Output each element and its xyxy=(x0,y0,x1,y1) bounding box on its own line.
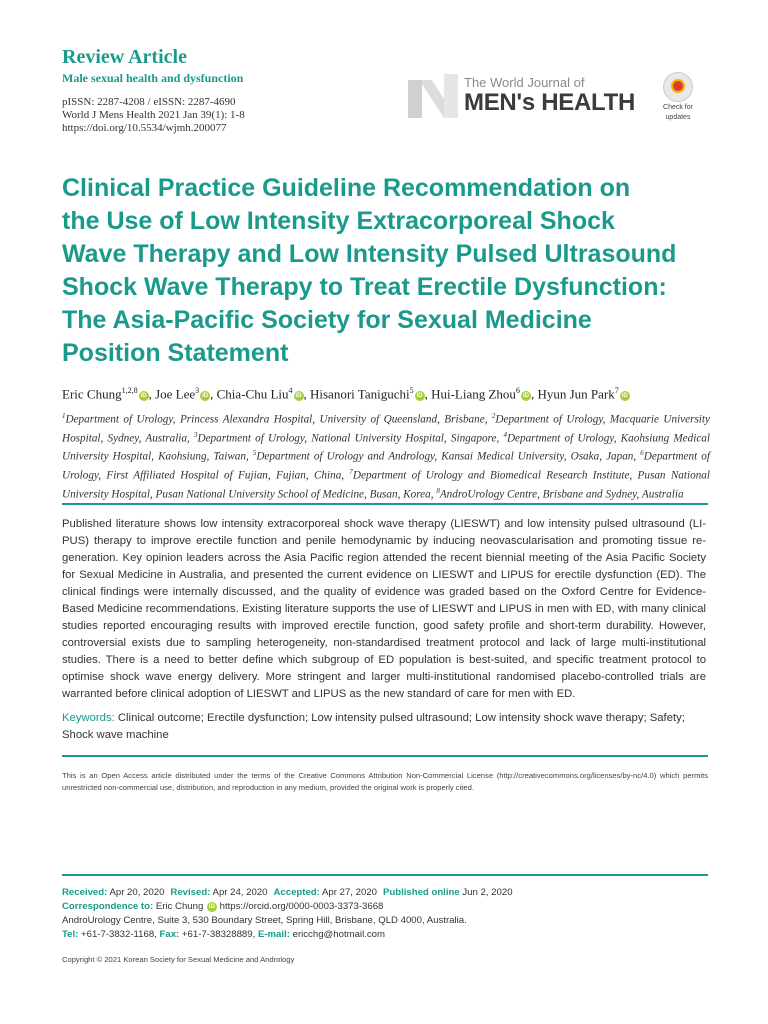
affiliations xyxy=(62,409,710,503)
affiliation: Department of Urology, Macquarie University Hospital, Sydney, Australia, xyxy=(62,413,710,445)
author-affil-sup: 4 xyxy=(288,386,293,395)
correspondence-name: Eric Chung xyxy=(153,901,206,912)
affiliation: Department of Urology, National University Hospital, Singapore, xyxy=(197,432,504,445)
title-line: Wave Therapy and Low Intensity Pulsed Ultrasound xyxy=(62,240,677,268)
tel-value: +61-7-3832-1168, xyxy=(78,929,160,940)
section-tag: Male sexual health and dysfunction xyxy=(62,71,244,85)
title-line: The Asia-Pacific Society for Sexual Medicine xyxy=(62,306,592,334)
address: AndroUrology Centre, Suite 3, 530 Boundary Street, Spring Hill, Brisbane, QLD 4000, Australia. xyxy=(62,915,467,926)
email-link[interactable]: ericchg@hotmail.com xyxy=(289,929,385,940)
revised-date: Apr 24, 2020 xyxy=(210,887,268,898)
doi-link[interactable]: https://doi.org/10.5534/wjmh.200077 xyxy=(62,122,227,134)
online-label: Published online xyxy=(382,887,460,898)
check-updates-line-2: updates xyxy=(665,114,691,121)
affil-sup: 2 xyxy=(491,412,496,420)
affil-sup: 3 xyxy=(193,430,198,439)
orcid-link[interactable]: https://orcid.org/0000-0003-3373-3668 xyxy=(216,901,384,912)
journal-name-top: The World Journal of xyxy=(464,75,585,90)
check-updates-icon xyxy=(663,72,693,102)
online-date: Jun 2, 2020 xyxy=(459,887,513,898)
divider xyxy=(62,874,708,876)
email-label: E-mail: xyxy=(257,929,290,940)
keywords xyxy=(62,710,706,744)
orcid-icon[interactable]: iD xyxy=(295,393,302,400)
affil-sup: 1 xyxy=(62,412,66,420)
author-affil-sup: 6 xyxy=(515,386,520,395)
author-affil-sup: 7 xyxy=(614,386,619,395)
title-line: Shock Wave Therapy to Treat Erectile Dysfunction: xyxy=(62,273,667,301)
author-affil-sup: 5 xyxy=(409,386,414,395)
divider xyxy=(62,503,708,505)
author-name: Eric Chung xyxy=(62,386,122,402)
author-affil-sup: 1,2,8 xyxy=(121,386,138,395)
author-name: Hisanori Taniguchi xyxy=(310,386,410,402)
affil-sup: 8 xyxy=(436,486,440,495)
issn: pISSN: 2287-4208 / eISSN: 2287-4690 xyxy=(62,96,236,108)
orcid-icon[interactable]: iD xyxy=(621,393,628,400)
title-line: Clinical Practice Guideline Recommendation on xyxy=(62,174,631,202)
affil-sup: 5 xyxy=(252,449,257,458)
fax-value: +61-7-38328889, xyxy=(179,929,258,940)
orcid-icon[interactable]: iD xyxy=(208,904,215,910)
correspondence-line xyxy=(62,900,708,914)
affiliation: Department of Urology, Kaohsiung Medical University Hospital, Kaohsiung, Taiwan, xyxy=(62,432,711,464)
author-name: Hyun Jun Park xyxy=(537,386,615,402)
journal-mark-icon xyxy=(408,74,460,118)
copyright: Copyright © 2021 Korean Society for Sexual Medicine and Andrology xyxy=(62,955,295,964)
affiliation: AndroUrology Centre, Brisbane and Sydney, Australia xyxy=(439,488,684,501)
correspondence-label: Correspondence to: xyxy=(62,901,154,912)
revised-label: Revised: xyxy=(170,887,211,898)
tel-label: Tel: xyxy=(62,929,79,940)
accepted-date: Apr 27, 2020 xyxy=(319,887,377,898)
affil-sup: 4 xyxy=(503,430,507,439)
received-label: Received: xyxy=(62,887,108,898)
received-date: Apr 20, 2020 xyxy=(107,887,165,898)
accepted-label: Accepted: xyxy=(273,887,320,898)
affiliation: Department of Urology, Princess Alexandra Hospital, University of Queensland, Brisbane, xyxy=(65,413,492,426)
orcid-icon[interactable]: iD xyxy=(202,393,209,400)
keywords-label: Keywords: xyxy=(62,712,115,724)
affiliation: Department of Urology, First Affiliated Hospital of Fujian, Fujian, China, xyxy=(62,451,710,482)
dates-line xyxy=(62,886,708,900)
author-name: Joe Lee xyxy=(155,386,196,402)
author-affil-sup: 3 xyxy=(195,386,200,395)
contact-line xyxy=(62,928,708,942)
author-list: Eric Chung$^{1,2,8}$iD , Joe Lee$^3$iD , Chia-Chu Liu$^4$iD , Hisanori Taniguchi$^5$iD , Hui-Liang Zhou$^6$iD , Hyun Jun Park$^7$iD xyxy=(62,386,628,402)
orcid-icon[interactable]: iD xyxy=(522,393,529,400)
license-notice: This is an Open Access article distributed under the terms of the Creative Commons Attribution Non-Commercial License (http://creativecommons.org/licenses/by-nc/4.0) which permits unrestricted non-commercial use, distribution, and reproduction in any medium, provided the original work is properly cited. xyxy=(62,771,708,792)
citation: World J Mens Health 2021 Jan 39(1): 1-8 xyxy=(62,109,245,121)
journal-logo xyxy=(408,70,648,122)
affil-sup: 7 xyxy=(349,468,353,477)
author-name: Chia-Chu Liu xyxy=(216,386,289,402)
check-for-updates-button[interactable] xyxy=(657,72,699,120)
check-updates-line-1: Check for xyxy=(663,104,693,111)
orcid-icon[interactable]: iD xyxy=(416,393,423,400)
journal-name-main: MEN's HEALTH xyxy=(464,89,635,116)
affiliation: Department of Urology and Andrology, Kansai Medical University, Osaka, Japan, xyxy=(256,451,641,464)
divider xyxy=(62,755,708,757)
affil-sup: 6 xyxy=(640,449,644,458)
orcid-icon[interactable]: iD xyxy=(140,393,147,400)
article-type: Review Article xyxy=(62,46,187,68)
fax-label: Fax: xyxy=(159,929,180,940)
article-info xyxy=(62,886,708,942)
affiliation: Department of Urology and Biomedical Research Institute, Pusan National University Hospital, Pusan National University School of Medicine, Busan, Korea, xyxy=(62,469,710,501)
title-line: the Use of Low Intensity Extracorporeal Shock xyxy=(62,207,615,235)
title-line: Position Statement xyxy=(62,339,289,367)
keywords-text: Clinical outcome; Erectile dysfunction; Low intensity pulsed ultrasound; Low intensity shock wave therapy; Safety; Shock wave machine xyxy=(62,712,685,741)
author-name: Hui-Liang Zhou xyxy=(431,386,516,402)
abstract: Published literature shows low intensity extracorporeal shock wave therapy (LIESWT) and low intensity pulsed ultrasound (LI-PUS) therapy to improve erectile function and penile hemodynamic by inducing neovascularisation and promoting tissue re-generation. Key opinion leaders across the Asia Pacific region attended the recent biennial meeting of the Asia Pacific Society for Sexual Medicine in Australia, and presented the current evidence on LIESWT and LIPUS for erectile dysfunction (ED). The clinical findings were internally discussed, and the quality of evidence was graded based on the Oxford Centre for Evidence-Based Medicine recommendations. Existing literature supports the use of LIESWT and LIPUS in men with ED, with many clinical studies reported encouraging results with improved erectile function, good safety profile and short-term durability. However, controversial exists due to sampling heterogeneity, non-standardised treatment protocol and lack of large multi-institutional studies. There is a need to better define which subgroup of ED population is best-suited, and specific treatment protocol to optimise shock wave energy delivery. More stringent and larger multi-institutional randomised placebo-controlled trials are warranted before clinical adoption of LIESWT and LIPUS as the new standard of care for men with ED. xyxy=(62,518,706,700)
article-title xyxy=(62,172,722,370)
